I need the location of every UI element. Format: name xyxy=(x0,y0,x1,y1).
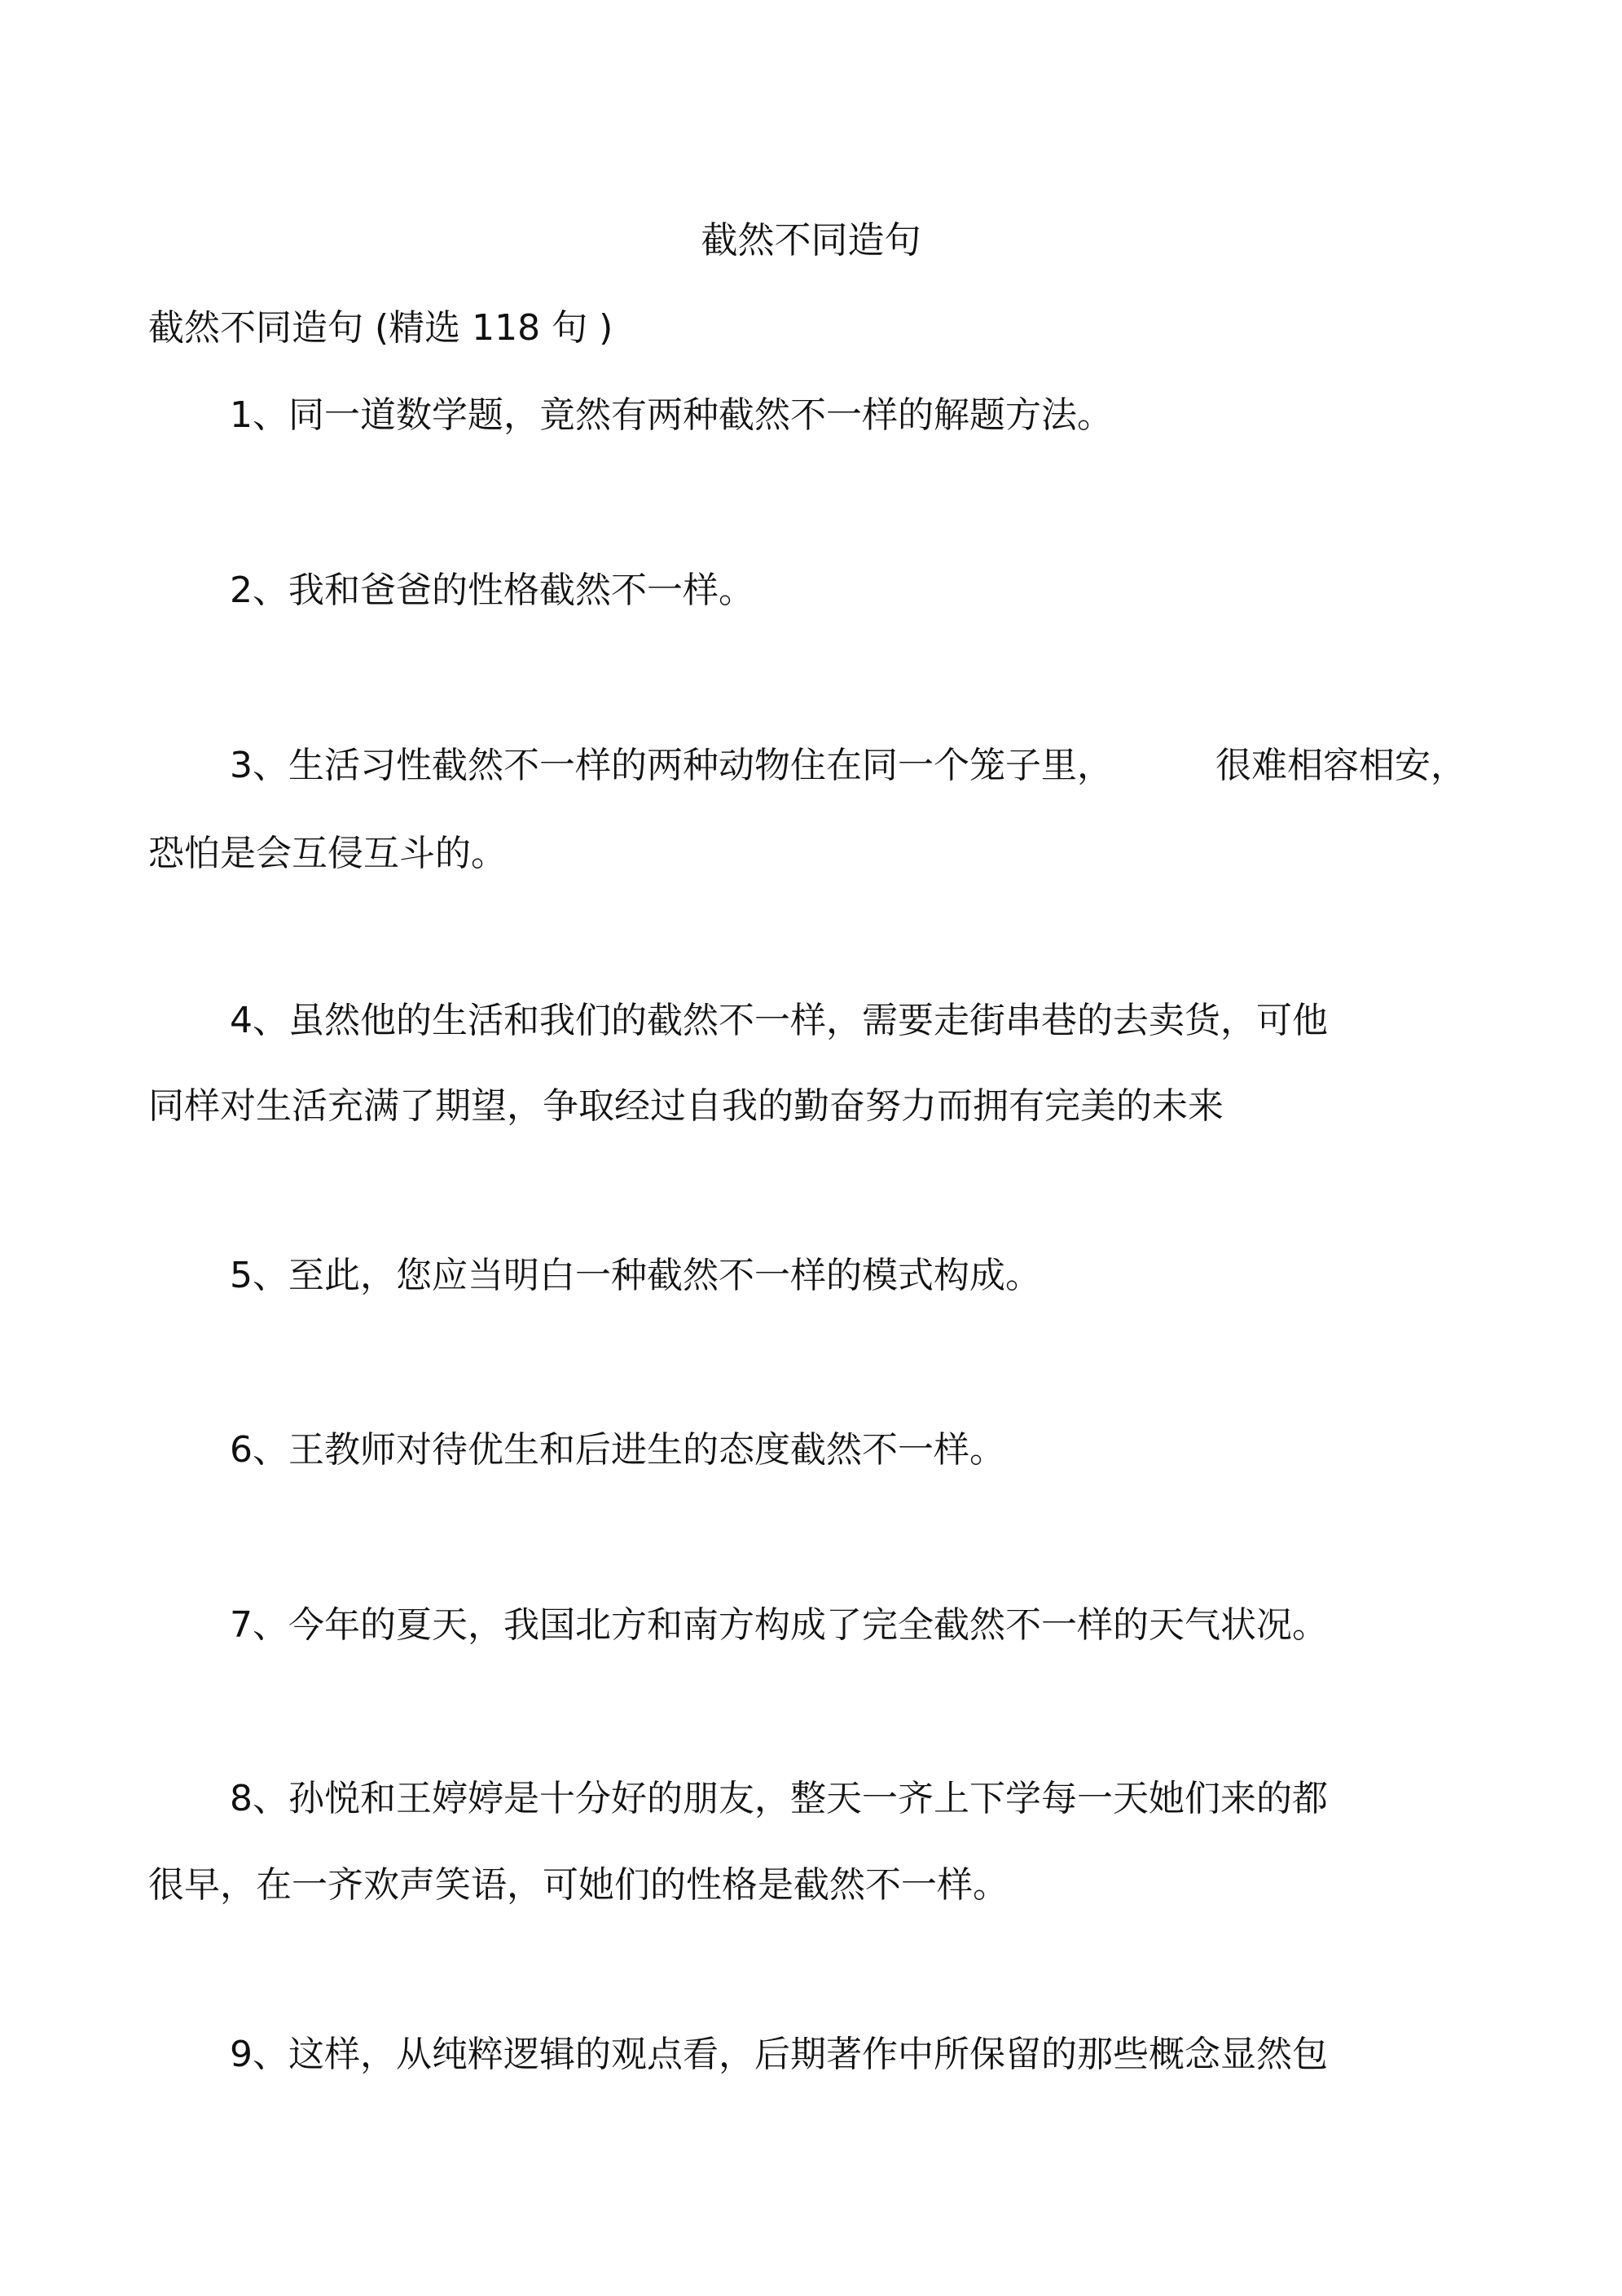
page-title: 截然不同造句 xyxy=(701,218,921,262)
item-line: 同样对生活充满了期望，争取经过自我的勤奋努力而拥有完美的未来 xyxy=(148,1085,1224,1127)
item-line: 8、孙悦和王婷婷是十分好的朋友，整天一齐上下学每一天她们来的都 xyxy=(230,1778,1328,1819)
item-line: 1、同一道数学题，竟然有两种截然不一样的解题方法。 xyxy=(230,394,1113,436)
item-line: 4、虽然他的生活和我们的截然不一样，需要走街串巷的去卖货，可他 xyxy=(230,1000,1328,1041)
page-subtitle: 截然不同造句 (精选 118 句 ) xyxy=(148,307,613,349)
item-line: 3、生活习性截然不一样的两种动物住在同一个笼子里， xyxy=(230,745,1113,786)
item-line: 2、我和爸爸的性格截然不一样。 xyxy=(230,570,754,611)
item-line: 7、今年的夏天，我国北方和南方构成了完全截然不一样的天气状况。 xyxy=(230,1604,1328,1646)
item-line: 6、王教师对待优生和后进生的态度截然不一样。 xyxy=(230,1429,1005,1471)
item-line: 9、这样，从纯粹逻辑的观点看，后期著作中所保留的那些概念显然包 xyxy=(230,2034,1328,2075)
item-line: 5、至此，您应当明白一种截然不一样的模式构成。 xyxy=(230,1255,1041,1296)
item-line: 恐怕是会互侵互斗的。 xyxy=(148,833,507,874)
item-line: 很早，在一齐欢声笑语，可她们的性格是截然不一样。 xyxy=(148,1864,1009,1906)
item-line: 很难相容相安， xyxy=(1215,745,1466,786)
